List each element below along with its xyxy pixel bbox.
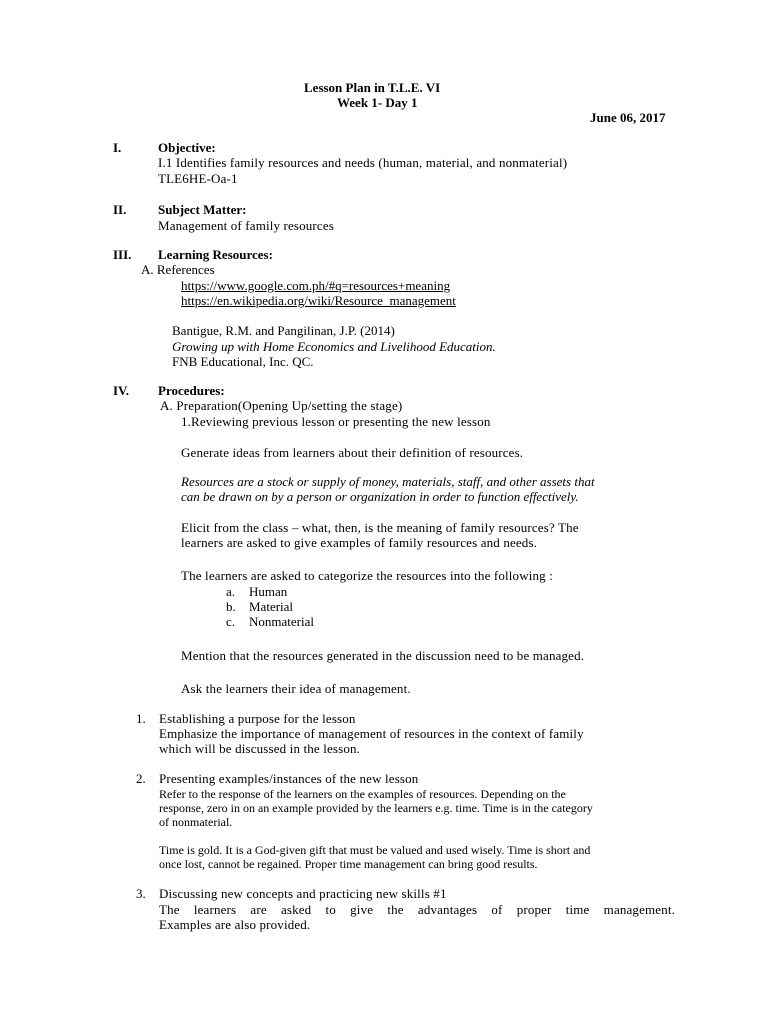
category-label: Nonmaterial <box>249 614 314 629</box>
preparation-subheading: A. Preparation(Opening Up/setting the stage) <box>160 398 403 413</box>
reviewing-lesson: 1.Reviewing previous lesson or presenting the new lesson <box>181 414 491 429</box>
categorize-text: The learners are asked to categorize the resources into the following : <box>181 568 553 583</box>
ask-text: Ask the learners their idea of management. <box>181 681 411 696</box>
item-title-establishing-purpose: Establishing a purpose for the lesson <box>159 711 356 726</box>
objective-text: I.1 Identifies family resources and needs (human, material, and nonmaterial) <box>158 155 568 170</box>
references-label: A. References <box>141 262 215 277</box>
category-letter: c. <box>226 614 236 629</box>
category-label: Human <box>249 584 288 599</box>
reference-link-google[interactable]: https://www.google.com.ph/#q=resources+meaning <box>181 278 451 293</box>
presenting-examples-line-3: of nonmaterial. <box>159 815 233 829</box>
presenting-examples-line-2: response, zero in on an example provided by the learners e.g. time. Time is in the category <box>159 801 593 815</box>
presenting-examples-line-4: Time is gold. It is a God-given gift that must be valued and used wisely. Time is short and <box>159 843 591 857</box>
category-letter: b. <box>226 599 236 614</box>
document-title: Lesson Plan in T.L.E. VI <box>304 80 441 95</box>
learning-resources-heading: Learning Resources: <box>158 247 273 262</box>
discussing-concepts-line-1: The learners are asked to give the advantages of proper time management. <box>159 902 675 917</box>
week-label: Week 1- Day 1 <box>337 95 418 110</box>
item-number: 3. <box>136 886 146 901</box>
resources-definition-line-1: Resources are a stock or supply of money, materials, staff, and other assets that <box>181 474 595 489</box>
category-label: Material <box>249 599 294 614</box>
item-title-discussing-concepts: Discussing new concepts and practicing new skills #1 <box>159 886 447 901</box>
document-date: June 06, 2017 <box>590 110 666 125</box>
presenting-examples-line-1: Refer to the response of the learners on the examples of resources. Depending on the <box>159 787 566 801</box>
generate-ideas-text: Generate ideas from learners about their definition of resources. <box>181 445 524 460</box>
presenting-examples-line-5: once lost, cannot be regained. Proper time management can bring good results. <box>159 857 538 871</box>
elicit-text-line-2: learners are asked to give examples of family resources and needs. <box>181 535 538 550</box>
objective-heading: Objective: <box>158 140 216 155</box>
section-numeral-ii: II. <box>113 202 127 217</box>
book-title: Growing up with Home Economics and Livelihood Education. <box>172 339 496 354</box>
establishing-purpose-line-1: Emphasize the importance of management of resources in the context of family <box>159 726 584 741</box>
book-authors: Bantigue, R.M. and Pangilinan, J.P. (2014) <box>172 323 395 338</box>
mention-text: Mention that the resources generated in the discussion need to be managed. <box>181 648 585 663</box>
section-numeral-iii: III. <box>113 247 132 262</box>
subject-matter-heading: Subject Matter: <box>158 202 247 217</box>
establishing-purpose-line-2: which will be discussed in the lesson. <box>159 741 361 756</box>
resources-definition-line-2: can be drawn on by a person or organization in order to function effectively. <box>181 489 579 504</box>
subject-matter-text: Management of family resources <box>158 218 334 233</box>
procedures-heading: Procedures: <box>158 383 225 398</box>
item-number: 1. <box>136 711 146 726</box>
discussing-concepts-line-2: Examples are also provided. <box>159 917 311 932</box>
item-number: 2. <box>136 771 146 786</box>
reference-link-wikipedia[interactable]: https://en.wikipedia.org/wiki/Resource_management <box>181 293 456 308</box>
objective-code: TLE6HE-Oa-1 <box>158 171 238 186</box>
book-publisher: FNB Educational, Inc. QC. <box>172 354 314 369</box>
category-letter: a. <box>226 584 236 599</box>
elicit-text-line-1: Elicit from the class – what, then, is the meaning of family resources? The <box>181 520 579 535</box>
section-numeral-iv: IV. <box>113 383 130 398</box>
section-numeral-i: I. <box>113 140 122 155</box>
item-title-presenting-examples: Presenting examples/instances of the new lesson <box>159 771 419 786</box>
